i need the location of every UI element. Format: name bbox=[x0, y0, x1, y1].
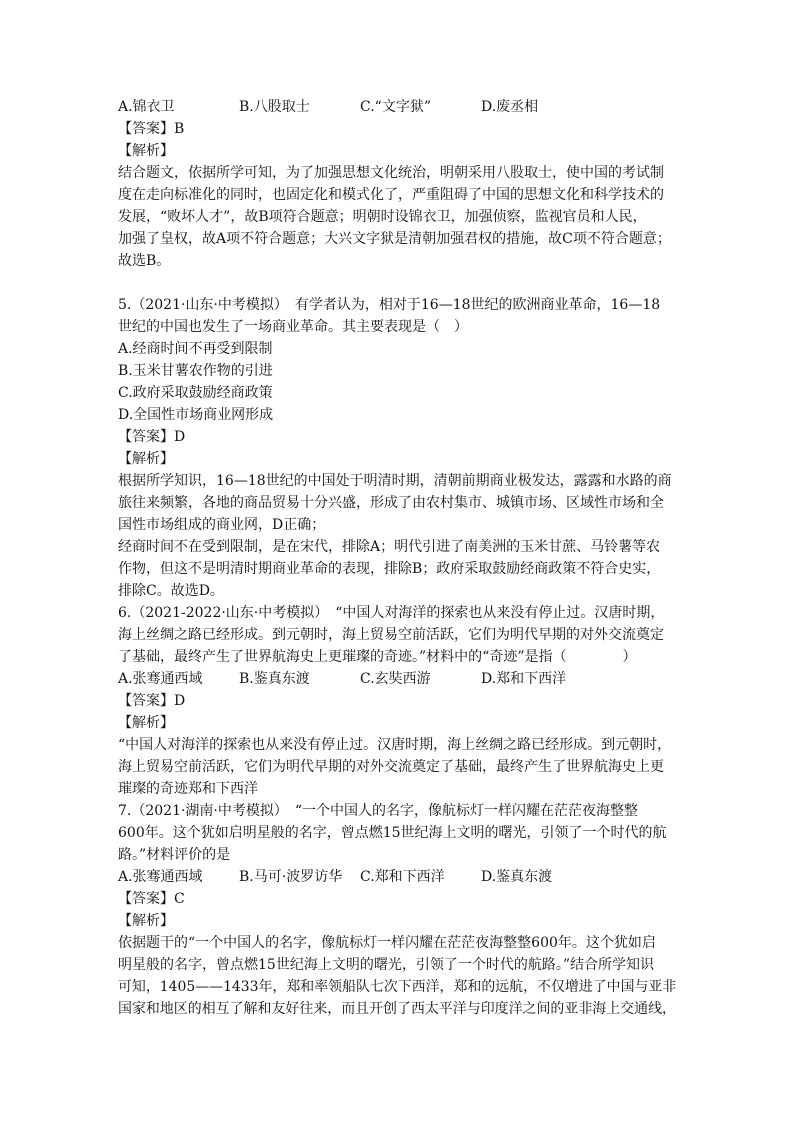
q5-option-a: A.经商时间不再受到限制 bbox=[118, 341, 273, 357]
q5-analysis-line: 根据所学知识，16—18世纪的中国处于明清时期，清朝前期商业极发达，露露和水路的商 bbox=[118, 473, 672, 489]
q5-analysis-line: 旅往来频繁，各地的商品贸易十分兴盛，形成了由农村集市、城镇市场、区域性市场和全 bbox=[118, 495, 664, 511]
q5-option-c: C.政府采取鼓励经商政策 bbox=[118, 385, 273, 401]
q4-analysis-line: 结合题文，依据所学可知，为了加强思想文化统治，明朝采用八股取士，使中国的考试制 bbox=[118, 165, 664, 181]
q7-option-c: C.郑和下西洋 bbox=[360, 869, 445, 885]
q4-analysis-line: 发展，“败坏人才”，故B项符合题意；明朝时设锦衣卫，加强侦察，监视官员和人民， bbox=[118, 209, 647, 225]
q6-option-b: B.鉴真东渡 bbox=[239, 671, 310, 687]
q7-analysis-line: 国家和地区的相互了解和友好往来，而且开创了西太平洋与印度洋之间的亚非海上交通线， bbox=[118, 1001, 676, 1017]
q6-stem-line: 6.（2021-2022·山东·中考模拟） “中国人对海洋的探索也从来没有停止过。汉唐时期， bbox=[118, 605, 665, 621]
q7-analysis-label: 【解析】 bbox=[118, 913, 174, 929]
q7-option-b: B.马可·波罗访华 bbox=[239, 869, 343, 885]
q5-analysis-label: 【解析】 bbox=[118, 451, 174, 467]
q6-analysis-line: 海上贸易空前活跃，它们为明代早期的对外交流奠定了基础，最终产生了世界航海史上更 bbox=[118, 759, 664, 775]
q5-analysis-line: 经商时间不在受到限制，是在宋代，排除A；明代引进了南美洲的玉米甘蔗、马铃薯等农 bbox=[118, 539, 661, 555]
q4-analysis-label: 【解析】 bbox=[118, 143, 174, 159]
q5-answer: 【答案】D bbox=[118, 429, 186, 445]
q6-stem-line: 海上丝绸之路已经形成。到元朝时，海上贸易空前活跃，它们为明代早期的对外交流奠定 bbox=[118, 627, 664, 643]
q4-option-a: A.锦衣卫 bbox=[118, 99, 175, 115]
q7-stem-line: 路。”材料评价的是 bbox=[118, 847, 231, 863]
q4-answer: 【答案】B bbox=[118, 121, 185, 137]
q4-option-d: D.废丞相 bbox=[481, 99, 539, 115]
q6-answer: 【答案】D bbox=[118, 693, 186, 709]
q6-option-c: C.玄奘西游 bbox=[360, 671, 431, 687]
q7-stem-line: 7.（2021·湖南·中考模拟） “一个中国人的名字，像航标灯一样闪耀在茫茫夜海整整 bbox=[118, 803, 639, 819]
q4-option-b: B.八股取士 bbox=[239, 99, 310, 115]
q7-option-a: A.张骞通西域 bbox=[118, 869, 203, 885]
q6-analysis-line: “中国人对海洋的探索也从来没有停止过。汉唐时期，海上丝绸之路已经形成。到元朝时， bbox=[118, 737, 672, 753]
q6-option-d: D.郑和下西洋 bbox=[481, 671, 567, 687]
q6-stem-line: 了基础，最终产生了世界航海史上更璀璨的奇迹。”材料中的“奇迹”是指（ ） bbox=[118, 649, 637, 665]
q4-analysis-line: 度在走向标准化的同时，也固定化和模式化了，严重阻碍了中国的思想文化和科学技术的 bbox=[118, 187, 664, 203]
q5-analysis-line: 国性市场组成的商业网，D正确； bbox=[118, 517, 326, 533]
q4-analysis-line: 加强了皇权，故A项不符合题意；大兴文字狱是清朝加强君权的措施，故C项不符合题意； bbox=[118, 231, 671, 247]
q7-stem-line: 600年。这个犹如启明星般的名字，曾点燃15世纪海上文明的曙光，引领了一个时代的航 bbox=[118, 825, 667, 841]
q6-analysis-label: 【解析】 bbox=[118, 715, 174, 731]
q7-analysis-line: 依据题干的“一个中国人的名字，像航标灯一样闪耀在茫茫夜海整整600年。这个犹如启 bbox=[118, 935, 656, 951]
q5-stem-line: 5.（2021·山东·中考模拟） 有学者认为，相对于16—18世纪的欧洲商业革命，16—18 bbox=[118, 297, 661, 313]
q5-option-b: B.玉米甘薯农作物的引进 bbox=[118, 363, 273, 379]
q7-option-d: D.鉴真东渡 bbox=[481, 869, 553, 885]
q7-answer: 【答案】C bbox=[118, 891, 185, 907]
q7-analysis-line: 明星般的名字，曾点燃15世纪海上文明的曙光，引领了一个时代的航路。”结合所学知识 bbox=[118, 957, 654, 973]
q4-option-c: C.“文字狱” bbox=[360, 99, 431, 115]
q6-analysis-line: 璀璨的奇迹郑和下西洋 bbox=[118, 781, 258, 797]
q5-option-d: D.全国性市场商业网形成 bbox=[118, 407, 274, 423]
q5-analysis-line: 排除C。故选D。 bbox=[118, 583, 224, 599]
q5-analysis-line: 作物，但这不是明清时期商业革命的表现，排除B；政府采取鼓励经商政策不符合史实， bbox=[118, 561, 661, 577]
q4-analysis-line: 故选B。 bbox=[118, 253, 171, 269]
q7-analysis-line: 可知，1405——1433年，郑和率领船队七次下西洋，郑和的远航，不仅增进了中国与亚非 bbox=[118, 979, 677, 995]
q5-stem-line: 世纪的中国也发生了一场商业革命。其主要表现是（ ） bbox=[118, 319, 468, 335]
q6-option-a: A.张骞通西域 bbox=[118, 671, 203, 687]
